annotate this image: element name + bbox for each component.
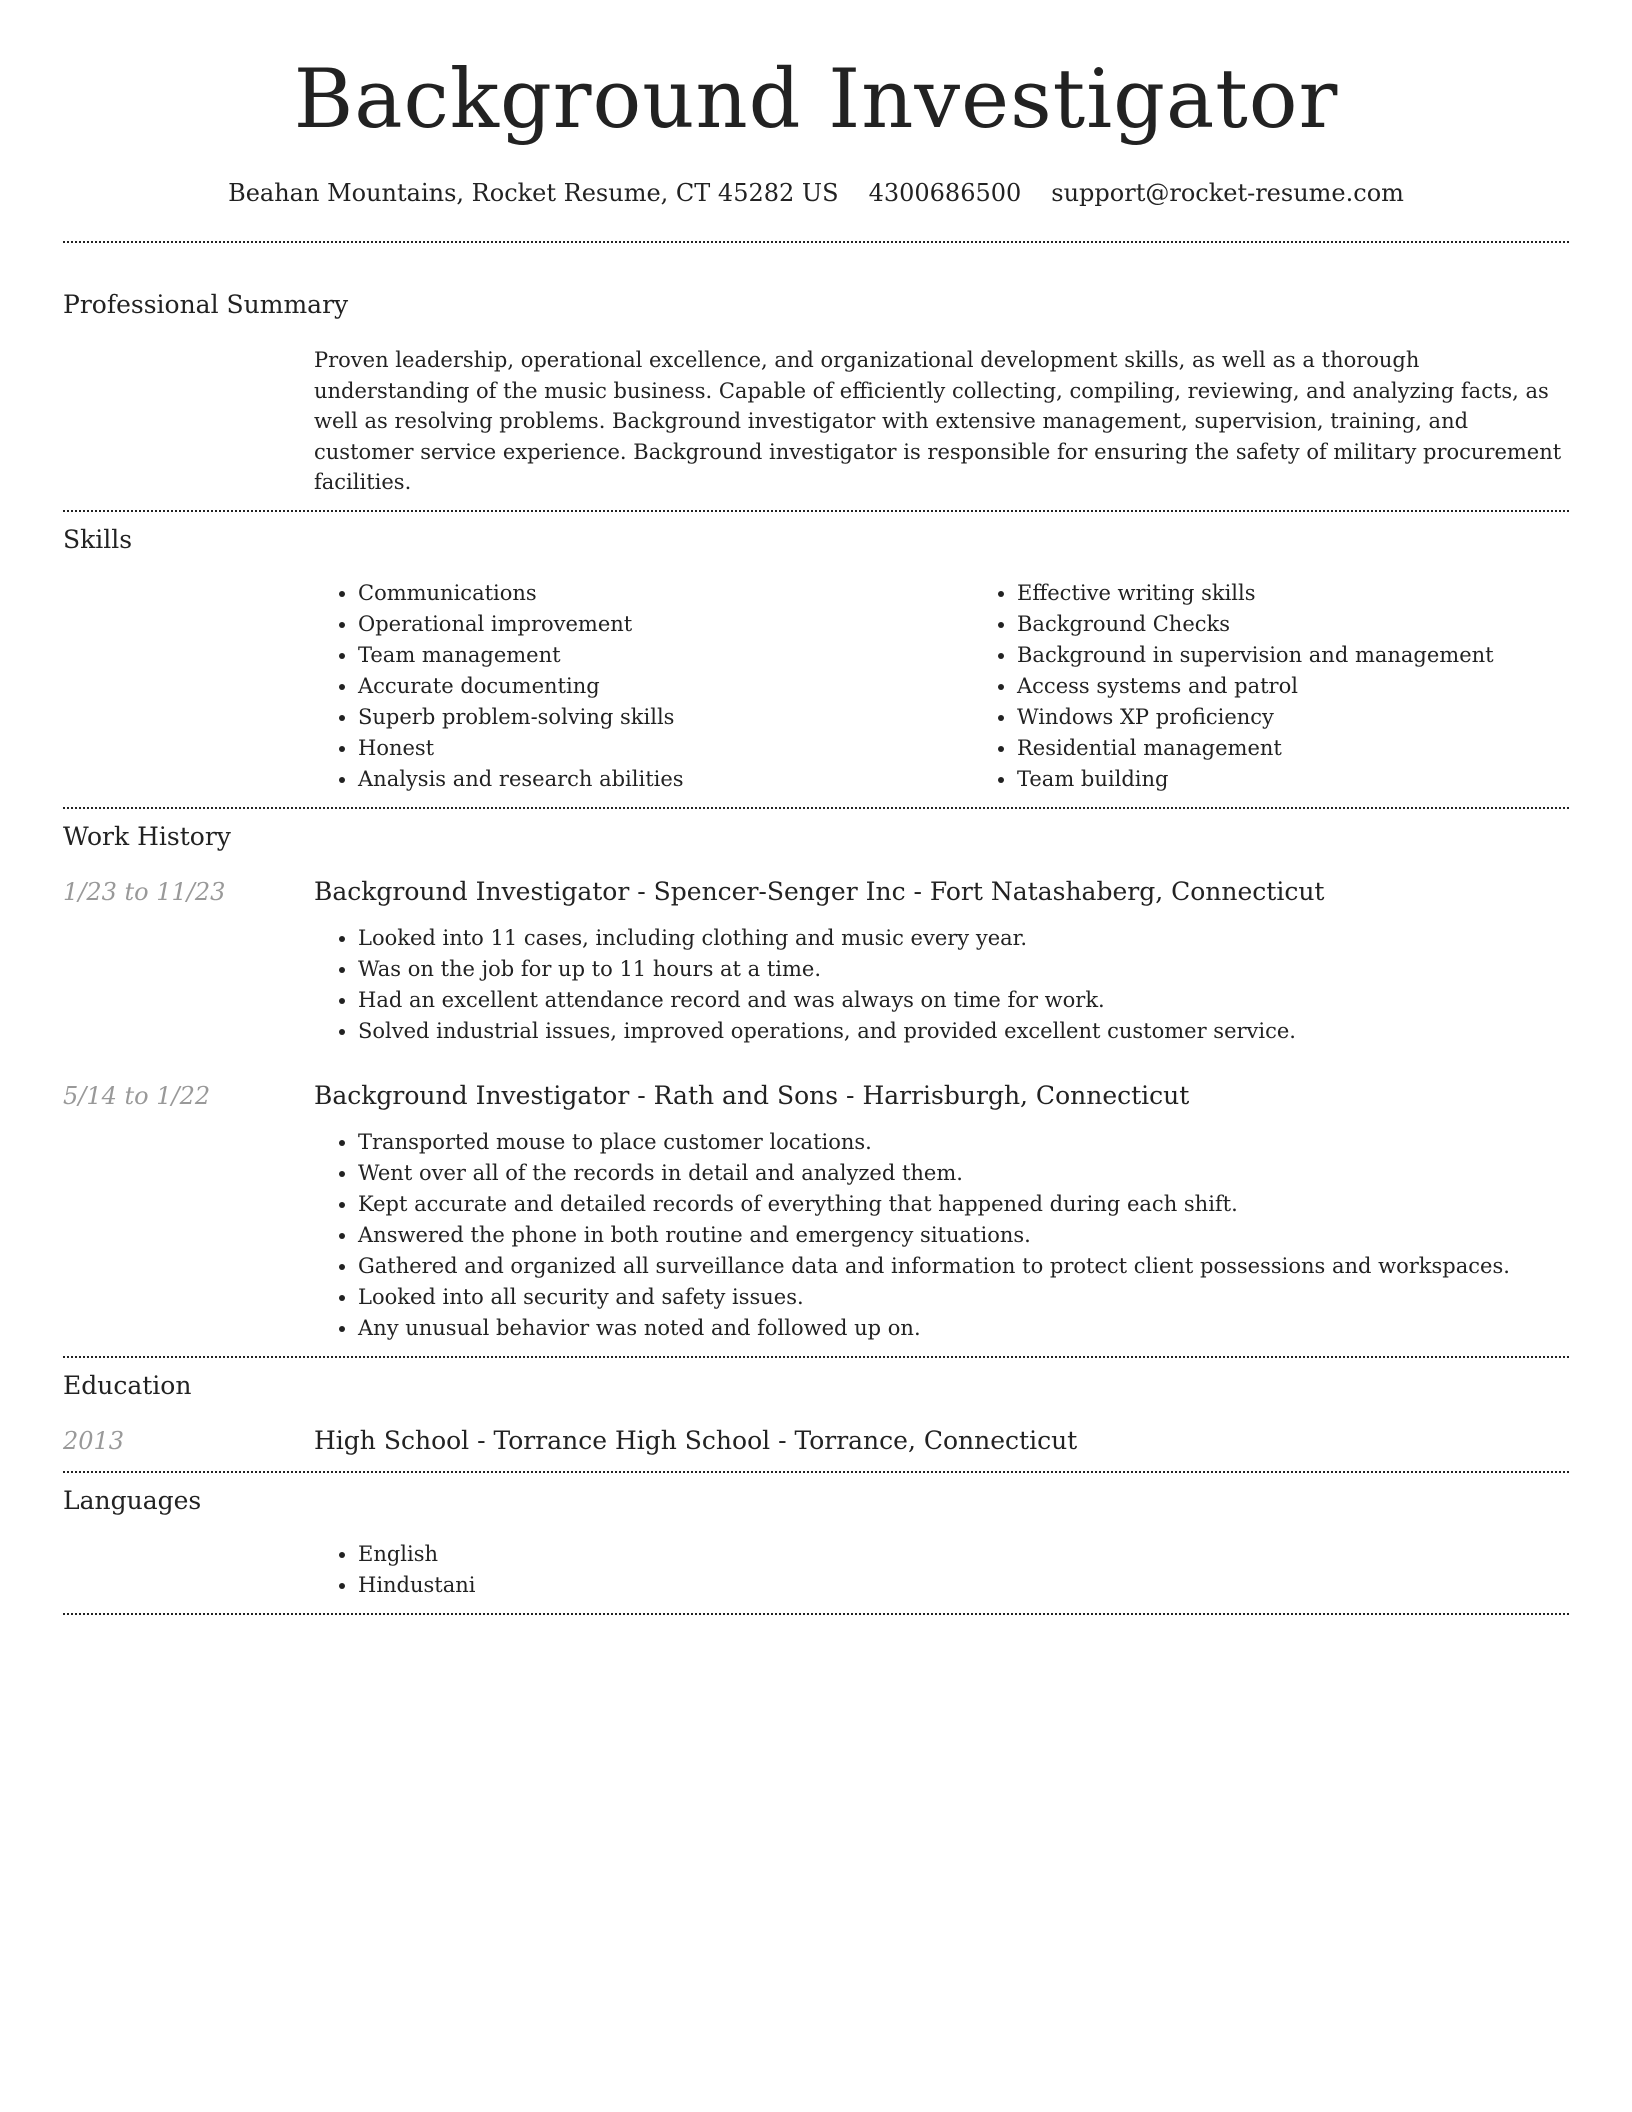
job-bullets	[314, 1127, 1569, 1344]
languages-section	[63, 1473, 1569, 1613]
languages-title: Languages	[63, 1485, 202, 1515]
work-history-title: Work History	[63, 821, 231, 851]
skill-item: • Access systems and patrol	[1017, 671, 1632, 702]
job-bullet: • Any unusual behavior was noted and followed up on.	[358, 1313, 1569, 1344]
candidate-name: Background Investigator	[293, 53, 1339, 147]
skill-item: • Communications	[358, 578, 973, 609]
contact-line	[63, 178, 1569, 208]
languages-list	[314, 1539, 1569, 1601]
summary-text: Proven leadership, operational excellence, and organizational development skills, as well as a thorough understanding of the music business. Capable of efficiently collecting, compiling, reviewing, and analyzing facts, as well as resolving problems. Background investigator with extensive management, supervision, training, and customer service experience. Background investigator is responsible for ensuring the safety of military procurement facilities.	[314, 348, 1562, 494]
job-bullet: • Transported mouse to place customer locations.	[358, 1127, 1569, 1158]
contact-address: Beahan Mountains, Rocket Resume, CT 45282 US	[228, 179, 839, 207]
education-section	[63, 1358, 1569, 1471]
job-bullet: • Kept accurate and detailed records of everything that happened during each shift.	[358, 1189, 1569, 1220]
job-bullet: • Was on the job for up to 11 hours at a time.	[358, 954, 1569, 985]
skill-item: • Team building	[1017, 764, 1632, 795]
skill-item: • Honest	[358, 733, 973, 764]
skills-title: Skills	[63, 524, 133, 554]
job-heading: Background Investigator - Rath and Sons - Harrisburgh, Connecticut	[314, 1080, 1190, 1110]
resume-header	[63, 0, 1569, 208]
skill-item: • Background in supervision and management	[1017, 640, 1632, 671]
skill-item: • Residential management	[1017, 733, 1632, 764]
job-dates: 1/23 to 11/23	[63, 877, 226, 906]
job-bullet: • Went over all of the records in detail and analyzed them.	[358, 1158, 1569, 1189]
language-item: • English	[358, 1539, 1569, 1570]
job-bullet: • Looked into 11 cases, including clothing and music every year.	[358, 923, 1569, 954]
skill-item: • Effective writing skills	[1017, 578, 1632, 609]
job-bullet: • Looked into all security and safety issues.	[358, 1282, 1569, 1313]
job-entry	[63, 877, 1569, 1047]
languages-divider	[63, 1613, 1569, 1615]
summary-section	[63, 243, 1569, 510]
education-year: 2013	[63, 1426, 125, 1455]
skill-item: • Windows XP proficiency	[1017, 702, 1632, 733]
contact-phone: 4300686500	[868, 179, 1022, 207]
job-bullet: • Had an excellent attendance record and was always on time for work.	[358, 985, 1569, 1016]
skill-item: • Superb problem-solving skills	[358, 702, 973, 733]
job-bullet: • Answered the phone in both routine and emergency situations.	[358, 1220, 1569, 1251]
education-heading: High School - Torrance High School - Torrance, Connecticut	[314, 1425, 1078, 1455]
job-bullets	[314, 923, 1569, 1047]
job-heading: Background Investigator - Spencer-Senger Inc - Fort Natashaberg, Connecticut	[314, 876, 1325, 906]
skill-item: • Team management	[358, 640, 973, 671]
work-history-section	[63, 809, 1569, 1356]
skill-item: • Background Checks	[1017, 609, 1632, 640]
skills-section	[63, 512, 1569, 807]
job-dates: 5/14 to 1/22	[63, 1081, 211, 1110]
job-bullet: • Gathered and organized all surveillance data and information to protect client possessions and workspaces.	[358, 1251, 1569, 1282]
skill-item: • Analysis and research abilities	[358, 764, 973, 795]
education-title: Education	[63, 1370, 192, 1400]
summary-title: Professional Summary	[63, 290, 349, 319]
skills-list-right	[973, 578, 1632, 795]
skills-list-left	[314, 578, 973, 795]
skill-item: • Operational improvement	[358, 609, 973, 640]
job-bullet: • Solved industrial issues, improved operations, and provided excellent customer service.	[358, 1016, 1569, 1047]
skill-item: • Accurate documenting	[358, 671, 973, 702]
language-item: • Hindustani	[358, 1570, 1569, 1601]
contact-email: support@rocket-resume.com	[1051, 179, 1404, 207]
job-entry	[63, 1081, 1569, 1356]
